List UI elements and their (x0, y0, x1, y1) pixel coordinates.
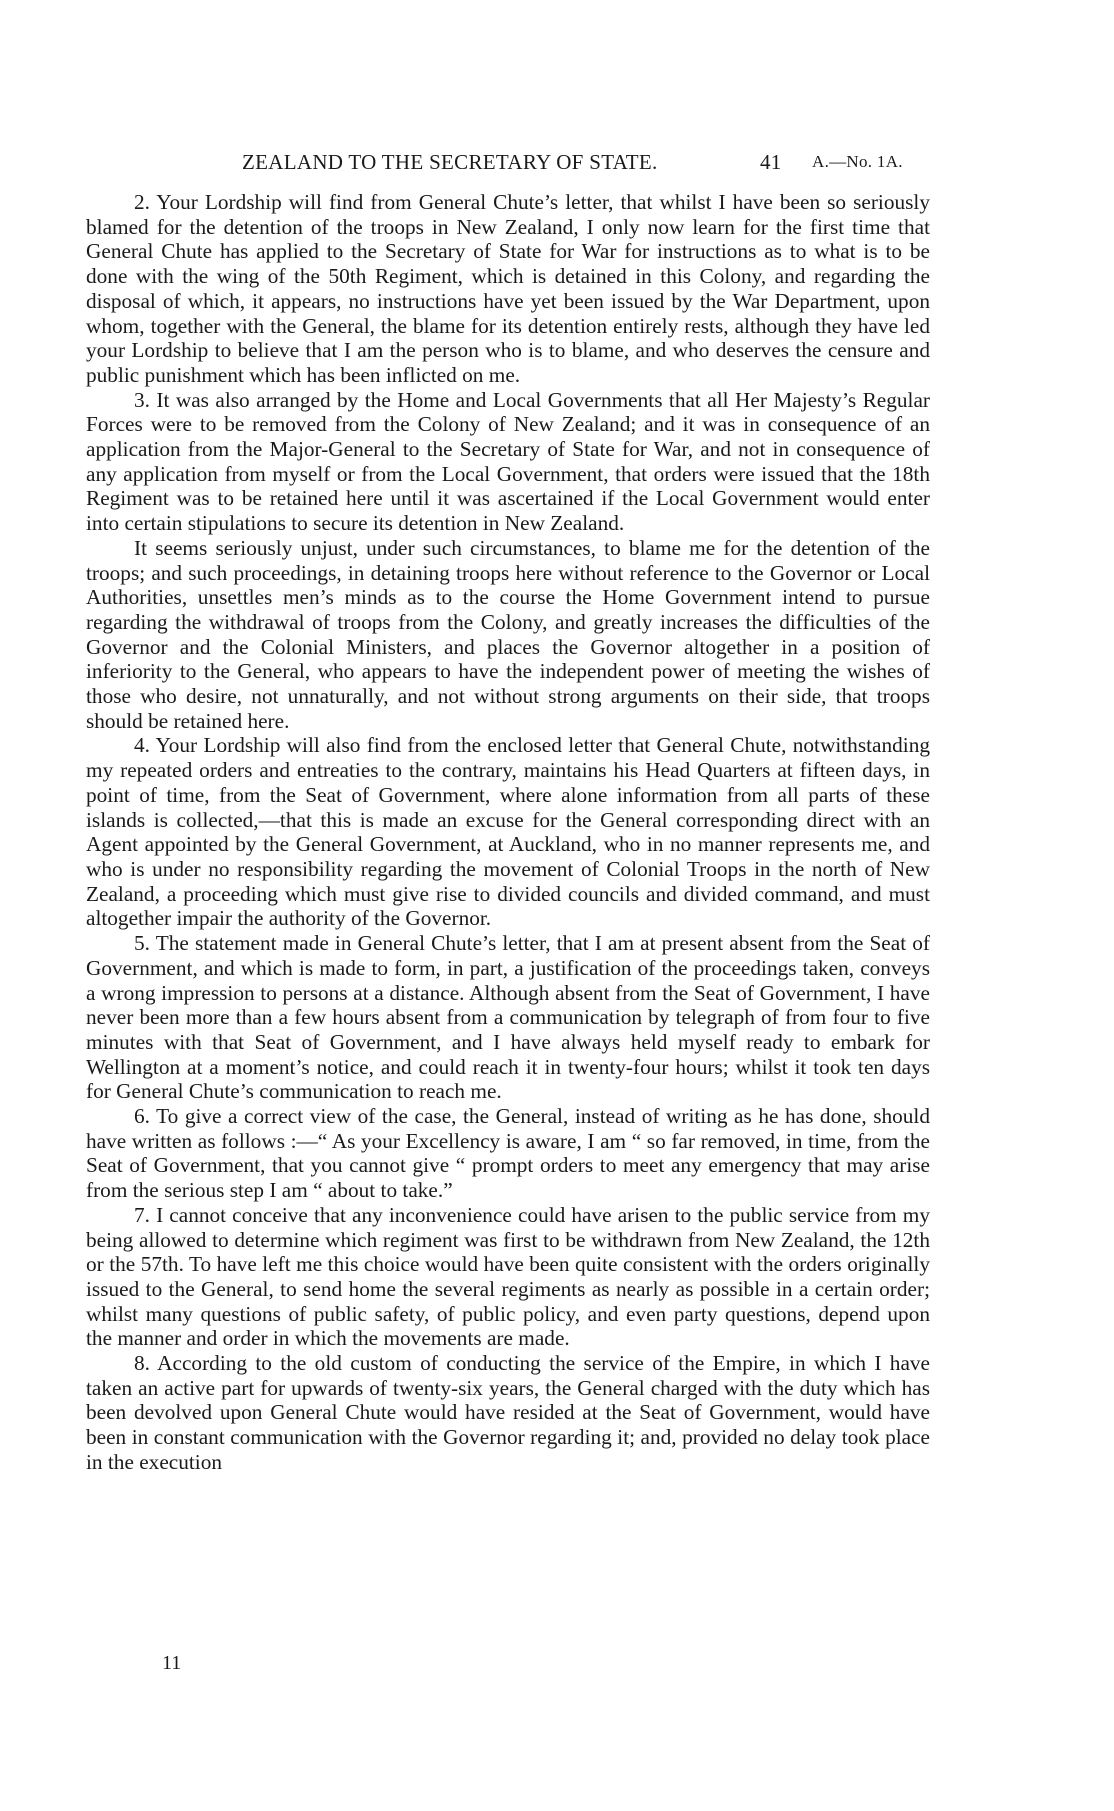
paragraph-4: 4. Your Lordship will also find from the enclosed letter that General Chute, notwithstanding my repeated orders and entreaties to the contrary, maintains his Head Quarters at fifteen days, in point of time, from the Seat of Government, where alone information from all parts of these islands is collected,—that this is made an excuse for the General corresponding direct with an Agent appointed by the General Government, at Auckland, who in no manner represents me, and who is under no responsibility regarding the movement of Colonial Troops in the north of New Zealand, a proceeding which must give rise to divided councils and divided command, and must altogether impair the authority of the Governor. (86, 733, 930, 931)
body-text (86, 190, 930, 1475)
paragraph-3-continued: It seems seriously unjust, under such circumstances, to blame me for the detention of the troops; and such proceedings, in detaining troops here without reference to the Governor or Local Authorities, unsettles men’s minds as to the course the Home Government intend to pursue regarding the withdrawal of troops from the Colony, and greatly increases the difficulties of the Governor and the Colonial Ministers, and places the Governor altogether in a position of inferiority to the General, who appears to have the independent power of meeting the wishes of those who desire, not unnaturally, and not without strong arguments on their side, that troops should be retained here. (86, 535, 930, 733)
paragraph-3: 3. It was also arranged by the Home and Local Governments that all Her Majesty’s Regular Forces were to be removed from the Colony of New Zealand; and it was in consequence of an application from the Major-General to the Secretary of State for War, and not in consequence of any application from myself or from the Local Government, that orders were issued that the 18th Regiment was to be retained here until it was ascertained if the Local Government would enter into certain stipulations to secure its detention in New Zealand. (86, 387, 930, 536)
paragraph-7: 7. I cannot conceive that any inconvenience could have arisen to the public service from my being allowed to determine which regiment was first to be withdrawn from New Zealand, the 12th or the 57th. To have left me this choice would have been quite consistent with the orders originally issued to the General, to send home the several regiments as nearly as possible in a certain order; whilst many questions of public safety, of public policy, and even party questions, depend upon the manner and order in which the movements are made. (86, 1202, 930, 1351)
paragraph-5: 5. The statement made in General Chute’s letter, that I am at present absent from the Seat of Government, and which is made to form, in part, a justification of the proceedings taken, conveys a wrong impression to persons at a distance. Although absent from the Seat of Government, I have never been more than a few hours absent from a communication by telegraph of from four to five minutes with that Seat of Government, and I have always held myself ready to embark for Wellington at a moment’s notice, and could reach it in twenty-four hours; whilst it took ten days for General Chute’s communication to reach me. (86, 931, 930, 1104)
running-header (0, 150, 1114, 184)
paragraph-2: 2. Your Lordship will find from General Chute’s letter, that whilst I have been so seriously blamed for the detention of the troops in New Zealand, I only now learn for the first time that General Chute has applied to the Secretary of State for War for instructions as to what is to be done with the wing of the 50th Regiment, which is detained in this Colony, and regarding the disposal of which, it appears, no instructions have yet been issued by the War Department, upon whom, together with the General, the blame for its detention entirely rests, although they have led your Lordship to believe that I am the person who is to blame, and who deserves the censure and public punishment which has been inflicted on me. (86, 190, 930, 387)
paragraph-8: 8. According to the old custom of conducting the service of the Empire, in which I have taken an active part for upwards of twenty-six years, the General charged with the duty which has been devolved upon General Chute would have resided at the Seat of Government, would have been in constant communication with the Governor regarding it; and, provided no delay took place in the execution (86, 1351, 930, 1474)
paragraph-6: 6. To give a correct view of the case, the General, instead of writing as he has done, should have written as follows :—“ As your Excellency is aware, I am “ so far removed, in time, from the Seat of Government, that you cannot give “ prompt orders to meet any emergency that may arise from the serious step I am “ about to take.” (86, 1104, 930, 1203)
header-title: ZEALAND TO THE SECRETARY OF STATE. (242, 150, 658, 174)
paper-reference: A.—No. 1A. (812, 152, 903, 171)
signature-mark: 11 (162, 1652, 182, 1674)
page-number: 41 (760, 150, 782, 174)
